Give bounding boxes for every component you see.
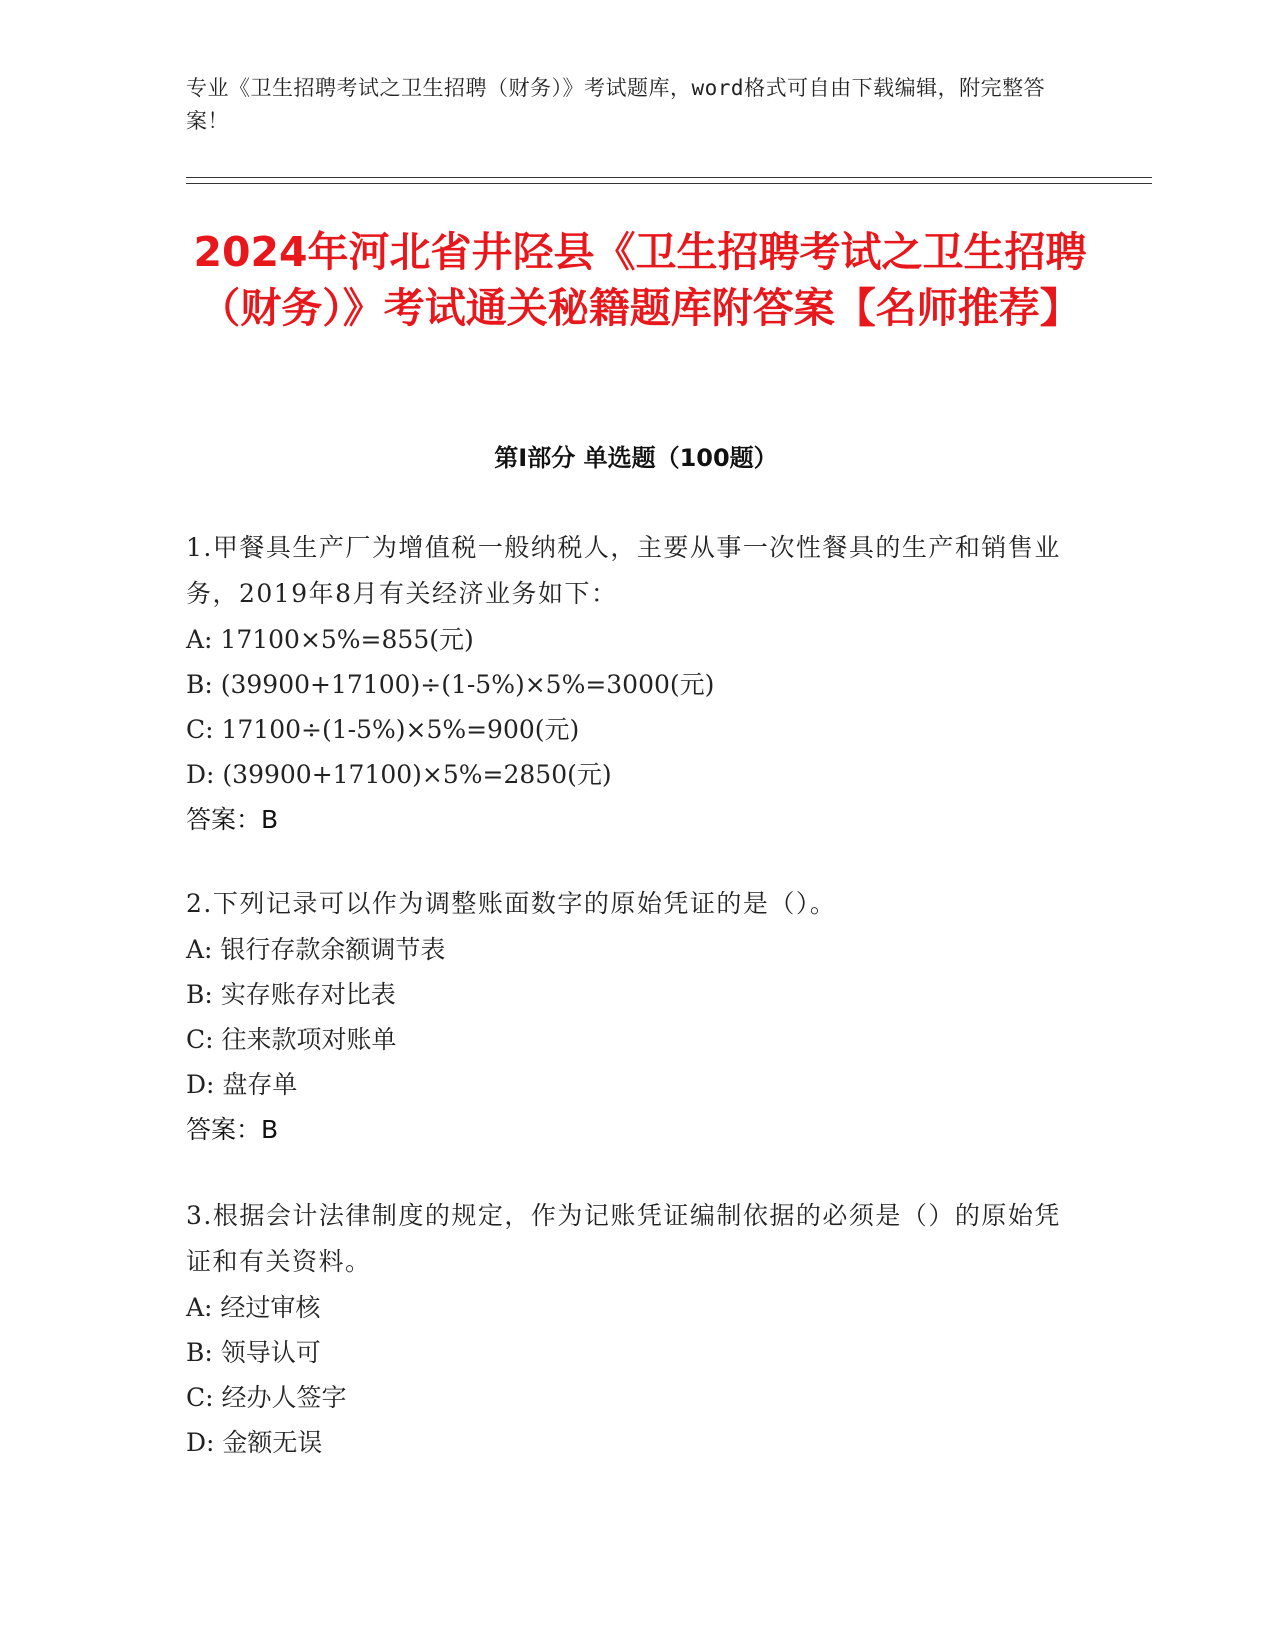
header-divider-bottom [186, 183, 1152, 184]
option-c: C: 往来款项对账单 [186, 1025, 397, 1054]
option-d: D: 盘存单 [186, 1070, 298, 1099]
question-3 [186, 1193, 1066, 1465]
option-d: D: 金额无误 [186, 1428, 323, 1457]
option-d: D: (39900+17100)×5%=2850(元) [186, 760, 612, 789]
option-b: B: 实存账存对比表 [186, 980, 396, 1009]
document-title: 2024年河北省井陉县《卫生招聘考试之卫生招聘（财务）》考试通关秘籍题库附答案【名师推荐】 [193, 228, 1087, 332]
header-note: 专业《卫生招聘考试之卫生招聘（财务）》考试题库，word格式可自由下载编辑，附完整答案！ [186, 76, 1046, 133]
option-c: C: 17100÷(1-5%)×5%=900(元) [186, 715, 580, 744]
option-a: A: 经过审核 [186, 1293, 321, 1322]
question-1 [186, 525, 1066, 843]
answer: 答案：B [186, 805, 279, 834]
option-a: A: 17100×5%=855(元) [186, 625, 474, 654]
option-b: B: (39900+17100)÷(1-5%)×5%=3000(元) [186, 670, 715, 699]
option-b: B: 领导认可 [186, 1338, 321, 1367]
option-c: C: 经办人签字 [186, 1383, 347, 1412]
question-stem: 3.根据会计法律制度的规定，作为记账凭证编制依据的必须是（）的原始凭证和有关资料。 [186, 1201, 1061, 1276]
question-stem: 1.甲餐具生产厂为增值税一般纳税人，主要从事一次性餐具的生产和销售业务，2019年8月有关经济业务如下： [186, 533, 1061, 608]
question-2 [186, 881, 1066, 1153]
section-heading: 第I部分 单选题（100题） [494, 444, 778, 472]
question-stem: 2.下列记录可以作为调整账面数字的原始凭证的是（）。 [186, 889, 837, 918]
option-a: A: 银行存款余额调节表 [186, 935, 446, 964]
answer: 答案：B [186, 1115, 279, 1144]
header-divider-top [186, 177, 1152, 178]
